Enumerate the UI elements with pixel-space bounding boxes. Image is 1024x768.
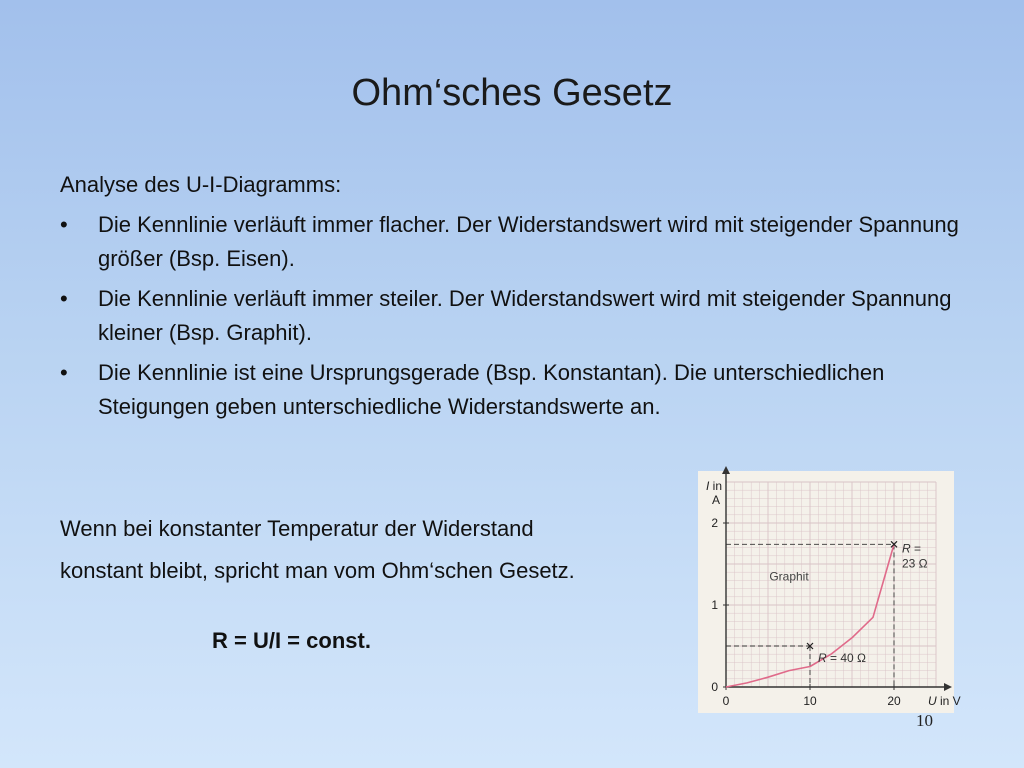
x-axis-symbol: U [928, 694, 937, 708]
annotation-label [902, 541, 921, 555]
slide-number: 10 [916, 711, 933, 730]
y-axis-unit-bottom: A [712, 493, 721, 507]
bullet-text: Die Kennlinie verläuft immer steiler. Der Widerstandswert wird mit steigender Spannung kleiner (Bsp. Graphit). [98, 286, 952, 345]
body-text [60, 168, 960, 424]
bullet-marker: • [60, 212, 68, 237]
x-tick-label: 0 [722, 694, 730, 708]
ui-chart [698, 471, 961, 713]
ohm-formula: R = U/I = const. [212, 628, 371, 653]
x-axis-unit: in V [936, 694, 961, 708]
bullet-text: Die Kennlinie verläuft immer flacher. Der Widerstandswert wird mit steigender Spannung größer (Bsp. Eisen). [98, 212, 959, 271]
y-axis-symbol: I [706, 479, 710, 493]
ui-diagram-figure [698, 471, 961, 713]
bullet-list [60, 208, 960, 424]
bullet-item [60, 282, 960, 350]
series-label-graphit: Graphit [769, 569, 809, 584]
annotation-value: = [910, 541, 922, 556]
law-line-1: Wenn bei konstanter Temperatur der Widerstand [60, 516, 534, 541]
y-axis-arrow [722, 466, 730, 474]
annotation-value: = 40 Ω [826, 651, 866, 665]
bullet-item [60, 208, 960, 276]
x-axis-arrow [944, 683, 952, 691]
bullet-marker: • [60, 286, 68, 311]
annotation-symbol: R [818, 651, 827, 665]
x-tick-label: 20 [887, 694, 901, 708]
y-tick-label: 0 [711, 680, 718, 694]
annotation-symbol: R [902, 541, 911, 556]
law-line-2: konstant bleibt, spricht man vom Ohm‘schen Gesetz. [60, 558, 575, 583]
law-statement [60, 508, 700, 592]
y-axis-label [706, 479, 722, 493]
slide-title: Ohm‘sches Gesetz [351, 72, 673, 114]
annotation-label-line2: 23 Ω [902, 556, 928, 571]
bullet-item [60, 356, 960, 424]
x-axis-label [928, 694, 961, 708]
bullet-marker: • [60, 360, 68, 385]
annotation-label [818, 651, 866, 665]
y-tick-label: 2 [711, 516, 718, 530]
y-axis-unit: in [709, 479, 723, 493]
x-tick-label: 10 [803, 694, 817, 708]
bullet-text: Die Kennlinie ist eine Ursprungsgerade (Bsp. Konstantan). Die unterschiedlichen Steigungen geben unterschiedliche Widerstandswerte an. [98, 360, 885, 419]
intro-text: Analyse des U-I-Diagramms: [60, 172, 342, 197]
y-tick-label: 1 [711, 598, 718, 612]
